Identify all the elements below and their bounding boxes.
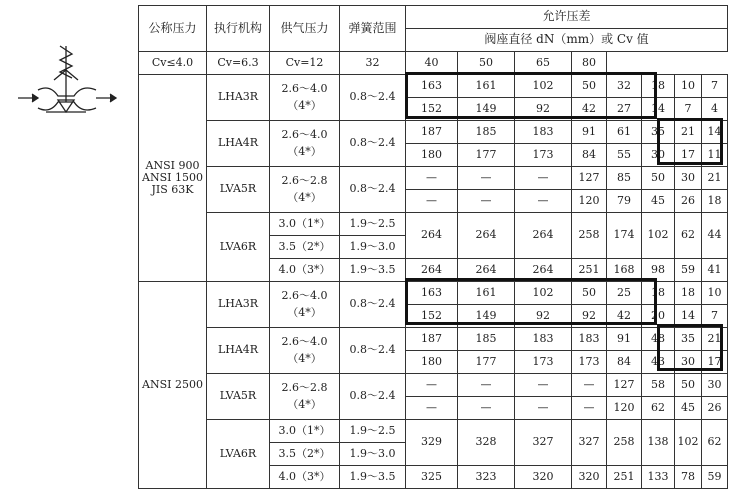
pressure-value: 18 <box>702 190 728 213</box>
pressure-value: 35 <box>675 328 702 351</box>
pressure-value: 323 <box>458 466 515 489</box>
pressure-value: — <box>515 190 572 213</box>
pressure-value: 55 <box>607 144 642 167</box>
pressure-value: 120 <box>572 190 607 213</box>
actuator-name: LVA5R <box>207 167 270 213</box>
supply-pressure <box>270 328 340 374</box>
pressure-value: 35 <box>642 121 675 144</box>
supply-pressure: 4.0（3*） <box>270 466 340 489</box>
pressure-value: 26 <box>675 190 702 213</box>
pressure-value: 177 <box>458 351 515 374</box>
pressure-value: 180 <box>406 144 458 167</box>
pressure-value: 92 <box>515 98 572 121</box>
pressure-value: 21 <box>702 167 728 190</box>
pressure-value: 161 <box>458 75 515 98</box>
supply-note: （4*） <box>287 99 322 112</box>
pressure-value: 92 <box>515 305 572 328</box>
pressure-value: 177 <box>458 144 515 167</box>
pressure-value: 251 <box>607 466 642 489</box>
pressure-value: 27 <box>607 98 642 121</box>
pressure-value: 62 <box>642 397 675 420</box>
pressure-value: 7 <box>702 305 728 328</box>
supply-value: 2.6～4.0 <box>281 81 328 95</box>
header-size: 50 <box>458 52 515 75</box>
pressure-value: 45 <box>642 190 675 213</box>
pressure-value: 14 <box>675 305 702 328</box>
pressure-value: 4 <box>702 98 728 121</box>
header-size: Cv≤4.0 <box>139 52 207 75</box>
supply-note: （4*） <box>287 145 322 158</box>
pressure-value: 180 <box>406 351 458 374</box>
pressure-value: 325 <box>406 466 458 489</box>
actuator-name: LHA3R <box>207 75 270 121</box>
supply-pressure <box>270 121 340 167</box>
supply-note: （4*） <box>287 306 322 319</box>
pressure-value: 102 <box>642 213 675 259</box>
pressure-value: — <box>515 374 572 397</box>
pressure-value: 18 <box>675 282 702 305</box>
spring-range: 1.9～2.5 <box>340 420 406 443</box>
pressure-value: 17 <box>702 351 728 374</box>
pressure-value: 43 <box>642 351 675 374</box>
pressure-value: 30 <box>642 144 675 167</box>
supply-pressure <box>270 75 340 121</box>
pressure-value: 173 <box>515 144 572 167</box>
supply-note: （4*） <box>287 352 322 365</box>
pressure-value: 20 <box>642 305 675 328</box>
supply-pressure: 3.0（1*） <box>270 213 340 236</box>
supply-pressure <box>270 167 340 213</box>
pressure-value: — <box>406 374 458 397</box>
pressure-value: 50 <box>675 374 702 397</box>
pressure-value: 21 <box>675 121 702 144</box>
pressure-value: 58 <box>642 374 675 397</box>
pressure-value: 127 <box>607 374 642 397</box>
pressure-value: 187 <box>406 328 458 351</box>
supply-pressure: 3.5（2*） <box>270 236 340 259</box>
pressure-value: 84 <box>607 351 642 374</box>
pressure-value: 50 <box>642 167 675 190</box>
supply-note: （4*） <box>287 191 322 204</box>
pressure-value: 264 <box>515 259 572 282</box>
supply-value: 2.6～2.8 <box>281 173 328 187</box>
control-valve-symbol-icon <box>8 40 126 136</box>
pressure-value: — <box>515 397 572 420</box>
supply-value: 2.6～4.0 <box>281 288 328 302</box>
header-size: Cv=12 <box>270 52 340 75</box>
pressure-value: 264 <box>406 213 458 259</box>
pressure-value: 10 <box>702 282 728 305</box>
pressure-value: 187 <box>406 121 458 144</box>
spring-range: 1.9～3.0 <box>340 443 406 466</box>
pressure-value: 251 <box>572 259 607 282</box>
header-subtitle: 阀座直径 dN（mm）或 Cv 值 <box>406 29 728 52</box>
pressure-value: 62 <box>675 213 702 259</box>
pressure-value: 50 <box>572 282 607 305</box>
spring-range: 1.9～3.5 <box>340 259 406 282</box>
pressure-value: 14 <box>702 121 728 144</box>
pressure-value: 32 <box>607 75 642 98</box>
spring-range: 0.8～2.4 <box>340 328 406 374</box>
nominal-pressure-text: ANSI 900 <box>145 158 200 172</box>
pressure-value: 161 <box>458 282 515 305</box>
pressure-value: — <box>458 167 515 190</box>
supply-pressure: 3.5（2*） <box>270 443 340 466</box>
pressure-value: 30 <box>675 351 702 374</box>
pressure-value: 62 <box>702 420 728 466</box>
pressure-value: 10 <box>675 75 702 98</box>
header-supply: 供气压力 <box>270 6 340 52</box>
pressure-value: 258 <box>607 420 642 466</box>
header-actuator: 执行机构 <box>207 6 270 52</box>
pressure-value: 174 <box>607 213 642 259</box>
spring-range: 0.8～2.4 <box>340 75 406 121</box>
pressure-value: 163 <box>406 75 458 98</box>
pressure-value: 102 <box>515 282 572 305</box>
pressure-value: 26 <box>702 397 728 420</box>
pressure-value: — <box>515 167 572 190</box>
supply-note: （4*） <box>287 398 322 411</box>
pressure-value: 61 <box>607 121 642 144</box>
pressure-value: — <box>406 190 458 213</box>
header-size: 40 <box>406 52 458 75</box>
supply-value: 2.6～4.0 <box>281 127 328 141</box>
header-spring: 弹簧范围 <box>340 6 406 52</box>
actuator-name: LHA4R <box>207 328 270 374</box>
pressure-value: 168 <box>607 259 642 282</box>
pressure-value: 258 <box>572 213 607 259</box>
nominal-pressure-text: JIS 63K <box>151 183 194 197</box>
pressure-value: 98 <box>642 259 675 282</box>
pressure-value: 59 <box>702 466 728 489</box>
pressure-value: — <box>406 167 458 190</box>
pressure-value: 183 <box>572 328 607 351</box>
pressure-value: 327 <box>515 420 572 466</box>
nominal-pressure-label <box>139 75 207 282</box>
supply-pressure <box>270 374 340 420</box>
pressure-value: 183 <box>515 121 572 144</box>
pressure-value: 264 <box>458 259 515 282</box>
pressure-value: 133 <box>642 466 675 489</box>
pressure-value: 45 <box>675 397 702 420</box>
pressure-value: 21 <box>702 328 728 351</box>
pressure-value: 163 <box>406 282 458 305</box>
supply-pressure <box>270 282 340 328</box>
header-size: 80 <box>572 52 607 75</box>
pressure-value: 18 <box>642 75 675 98</box>
actuator-name: LVA6R <box>207 420 270 489</box>
pressure-value: 127 <box>572 167 607 190</box>
spring-range: 1.9～3.5 <box>340 466 406 489</box>
actuator-name: LVA5R <box>207 374 270 420</box>
pressure-value: 173 <box>572 351 607 374</box>
actuator-name: LVA6R <box>207 213 270 282</box>
pressure-value: 320 <box>515 466 572 489</box>
pressure-value: 329 <box>406 420 458 466</box>
pressure-value: 30 <box>702 374 728 397</box>
pressure-value: 120 <box>607 397 642 420</box>
pressure-value: 11 <box>702 144 728 167</box>
pressure-value: 138 <box>642 420 675 466</box>
pressure-value: 84 <box>572 144 607 167</box>
pressure-value: — <box>458 374 515 397</box>
spring-range: 0.8～2.4 <box>340 167 406 213</box>
pressure-value: 102 <box>675 420 702 466</box>
pressure-value: 25 <box>607 282 642 305</box>
header-allowed: 允许压差 <box>406 6 728 29</box>
supply-pressure: 4.0（3*） <box>270 259 340 282</box>
supply-pressure: 3.0（1*） <box>270 420 340 443</box>
pressure-value: 48 <box>642 328 675 351</box>
pressure-value: 185 <box>458 121 515 144</box>
pressure-value: 79 <box>607 190 642 213</box>
header-size: 32 <box>340 52 406 75</box>
pressure-value: 185 <box>458 328 515 351</box>
pressure-value: 149 <box>458 305 515 328</box>
pressure-value: 14 <box>642 98 675 121</box>
pressure-value: 92 <box>572 305 607 328</box>
nominal-pressure-text: ANSI 2500 <box>142 377 203 391</box>
pressure-value: 17 <box>675 144 702 167</box>
nominal-pressure-text: ANSI 1500 <box>142 170 203 184</box>
pressure-value: 328 <box>458 420 515 466</box>
pressure-value: 149 <box>458 98 515 121</box>
pressure-value: 59 <box>675 259 702 282</box>
actuator-name: LHA4R <box>207 121 270 167</box>
pressure-value: 18 <box>642 282 675 305</box>
pressure-value: — <box>458 190 515 213</box>
pressure-value: 264 <box>515 213 572 259</box>
pressure-value: — <box>572 397 607 420</box>
pressure-value: 264 <box>406 259 458 282</box>
pressure-value: 264 <box>458 213 515 259</box>
spring-range: 0.8～2.4 <box>340 282 406 328</box>
header-pressure: 公称压力 <box>139 6 207 52</box>
header-size: Cv=6.3 <box>207 52 270 75</box>
pressure-value: — <box>572 374 607 397</box>
pressure-value: 152 <box>406 98 458 121</box>
supply-value: 2.6～4.0 <box>281 334 328 348</box>
pressure-value: 320 <box>572 466 607 489</box>
pressure-value: 7 <box>702 75 728 98</box>
pressure-value: 42 <box>572 98 607 121</box>
pressure-value: 85 <box>607 167 642 190</box>
spring-range: 1.9～3.0 <box>340 236 406 259</box>
nominal-pressure-label <box>139 282 207 489</box>
pressure-value: 327 <box>572 420 607 466</box>
header-size: 65 <box>515 52 572 75</box>
pressure-value: 30 <box>675 167 702 190</box>
spring-range: 1.9～2.5 <box>340 213 406 236</box>
pressure-value: — <box>458 397 515 420</box>
spring-range: 0.8～2.4 <box>340 374 406 420</box>
actuator-name: LHA3R <box>207 282 270 328</box>
pressure-value: 50 <box>572 75 607 98</box>
pressure-value: 152 <box>406 305 458 328</box>
allowable-pressure-difference-table <box>138 5 728 489</box>
pressure-value: — <box>406 397 458 420</box>
pressure-value: 173 <box>515 351 572 374</box>
supply-value: 2.6～2.8 <box>281 380 328 394</box>
pressure-value: 44 <box>702 213 728 259</box>
pressure-value: 91 <box>607 328 642 351</box>
spring-range: 0.8～2.4 <box>340 121 406 167</box>
pressure-value: 91 <box>572 121 607 144</box>
pressure-value: 102 <box>515 75 572 98</box>
pressure-value: 78 <box>675 466 702 489</box>
pressure-value: 7 <box>675 98 702 121</box>
pressure-value: 183 <box>515 328 572 351</box>
pressure-value: 42 <box>607 305 642 328</box>
pressure-value: 41 <box>702 259 728 282</box>
